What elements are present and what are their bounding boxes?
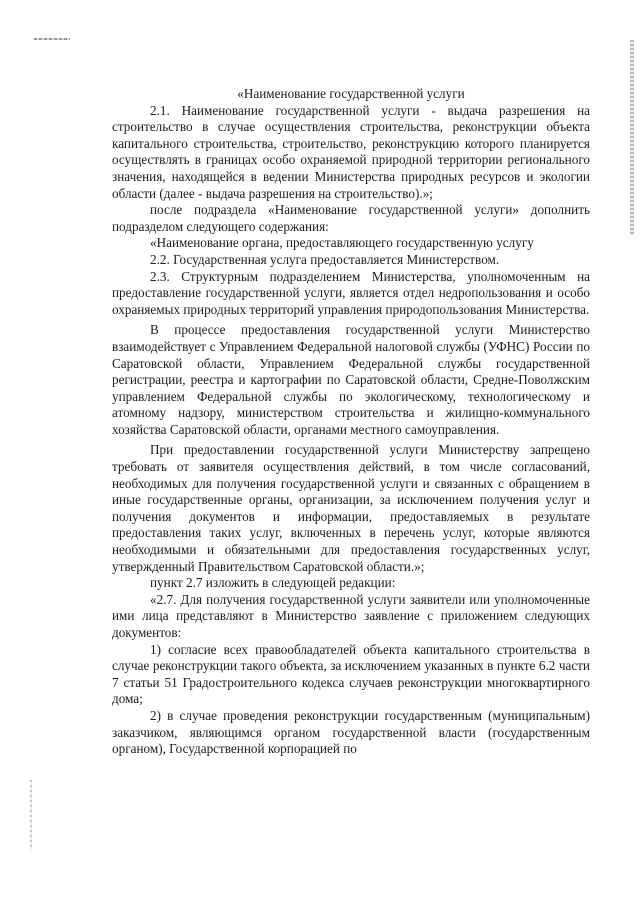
paragraph-2-7: «2.7. Для получения государственной услуги заявители или уполномоченные ими лица представляют в Министерство заявление с приложением следующих документов: [112, 591, 590, 640]
paragraph-prohibition: При предоставлении государственной услуги Министерству запрещено требовать от заявителя осуществления действий, в том числе согласований, необходимых для получения государственной услуги и связанных с обращением в иные государственные органы, организации, за исключением получения услуг и получения документов и информации, предоставляемых в результате предоставления таких услуг, включенных в перечень услуг, которые являются необходимыми и обязательными для предоставления государственных услуг, утвержденный Правительством Саратовской области.»; [112, 442, 590, 574]
document-body [112, 86, 590, 758]
paragraph-amendment-intro: после подраздела «Наименование государственной услуги» дополнить подразделом следующего содержания: [112, 202, 590, 234]
paragraph-2-2: 2.2. Государственная услуга предоставляется Министерством. [150, 251, 500, 267]
scan-artifact-right-edge [630, 40, 634, 235]
paragraph-point-2-7-intro: пункт 2.7 изложить в следующей редакции: [150, 575, 396, 591]
list-item-1: 1) согласие всех правообладателей объекта капитального строительства в случае реконструкции такого объекта, за исключением указанных в пункте 6.2 части 7 статьи 51 Градостроительного кодекса случаев реконструкции многоквартирного дома; [112, 641, 590, 707]
paragraph-2-1: 2.1. Наименование государственной услуги - выдача разрешения на строительство в случае осуществления строительства, реконструкции объекта капитального строительства, строительство, реконструкцию которого планируется осуществлять в границах особо охраняемой природной территории регионального значения, находящейся в ведении Министерства природных ресурсов и экологии области (далее - выдача разрешения на строительство).»; [112, 102, 590, 201]
subsection-heading: «Наименование органа, предоставляющего государственную услугу [150, 235, 534, 251]
paragraph-2-3: 2.3. Структурным подразделением Министерства, уполномоченным на предоставление государственной услуги, является отдел недропользования и особо охраняемых природных территорий управления природопользования Министерства. [112, 268, 590, 317]
list-item-2: 2) в случае проведения реконструкции государственным (муниципальным) заказчиком, являющимся органом государственной власти (государственным органом), Государственной корпорацией по [112, 707, 590, 757]
scan-artifact-left-edge [30, 780, 32, 850]
section-heading: «Наименование государственной услуги [237, 86, 465, 101]
scan-artifact-top [34, 38, 70, 40]
paragraph-interaction: В процессе предоставления государственной услуги Министерство взаимодействует с Управлением Федеральной налоговой службы (УФНС) России по Саратовской области, Управлением Федеральной службы государственной регистрации, реестра и картографии по Саратовской области, Средне-Поволжским управлением Федеральной службы по экологическому, технологическому и атомному надзору, министерством строительства и жилищно-коммунального хозяйства Саратовской области, органами местного самоуправления. [112, 322, 590, 437]
